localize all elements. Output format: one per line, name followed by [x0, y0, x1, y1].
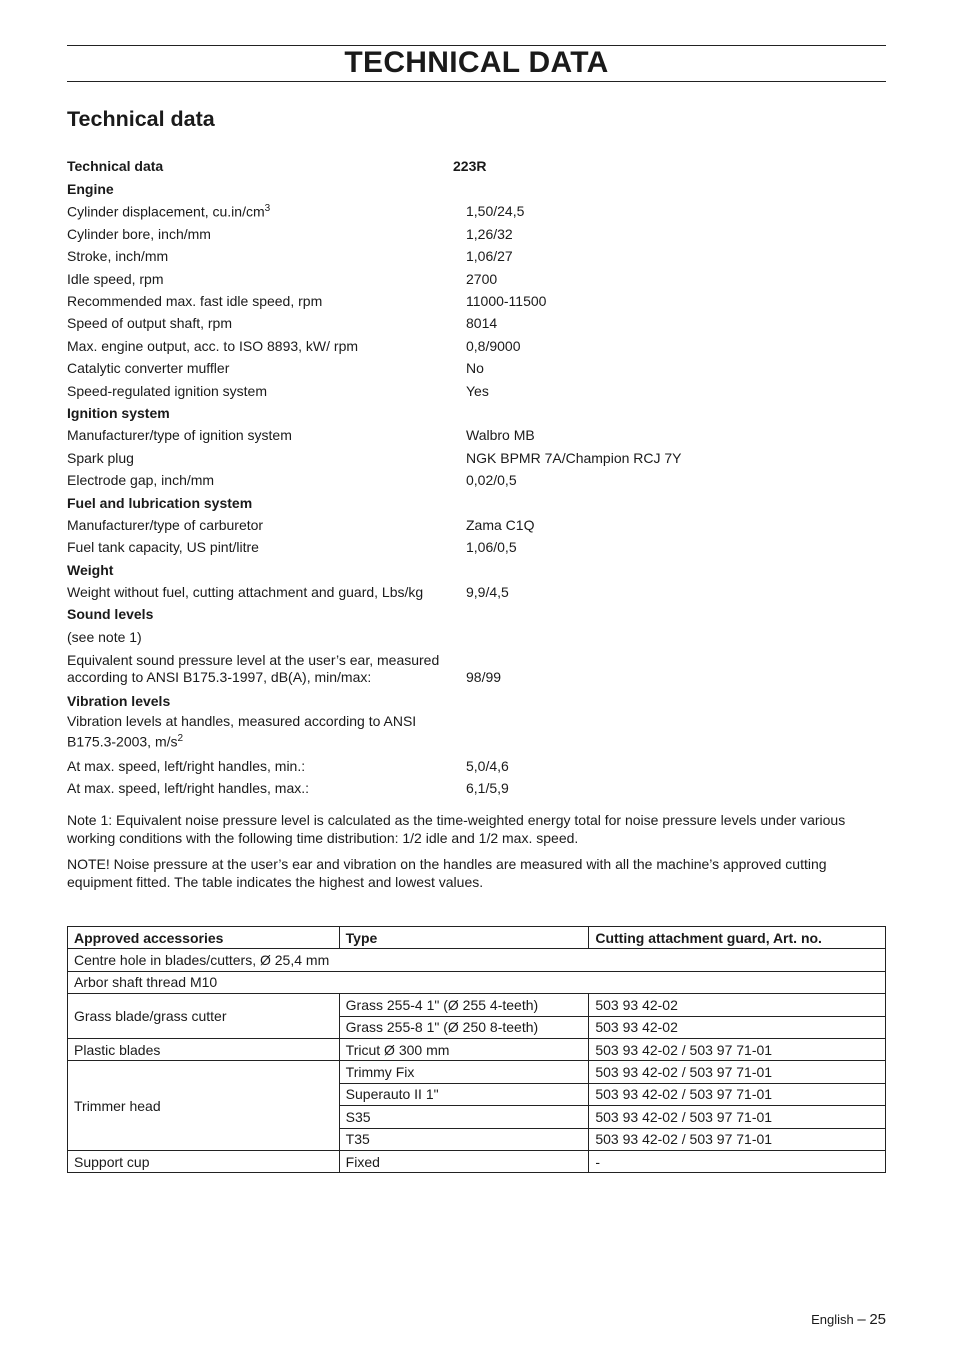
table-cell: Grass 255-4 1" (Ø 255 4-teeth) — [339, 994, 589, 1016]
table-header-row — [68, 927, 886, 949]
spec-head-model: 223R — [453, 158, 487, 175]
spec-value: 1,26/32 — [466, 225, 513, 242]
spec-table — [67, 155, 886, 799]
spec-value: 2700 — [466, 270, 498, 287]
table-row — [68, 949, 886, 971]
table-row — [68, 1150, 886, 1172]
spec-row — [67, 379, 886, 401]
header-rule-bottom — [67, 81, 886, 82]
table-row — [68, 994, 886, 1016]
superscript: 3 — [264, 202, 271, 214]
group-title: Engine — [67, 180, 114, 197]
spec-label: Cylinder bore, inch/mm — [67, 225, 211, 242]
table-cell: 503 93 42-02 — [589, 1016, 886, 1038]
spec-label: Speed-regulated ignition system — [67, 382, 268, 399]
spec-value: Yes — [466, 382, 489, 399]
group-title: Sound levels — [67, 606, 154, 623]
page-banner: TECHNICAL DATA — [344, 46, 609, 79]
spec-value: 98/99 — [466, 668, 502, 685]
table-cell: 503 93 42-02 — [589, 994, 886, 1016]
spec-value: 5,0/4,6 — [466, 757, 509, 774]
page-number: 25 — [869, 1311, 886, 1328]
table-cell: 503 93 42-02 / 503 97 71-01 — [589, 1106, 886, 1128]
table-cell: Trimmy Fix — [339, 1061, 589, 1083]
footer-dash: – — [857, 1311, 866, 1328]
spec-label — [67, 713, 466, 753]
spec-label: Recommended max. fast idle speed, rpm — [67, 293, 323, 309]
header-cell: Approved accessories — [68, 927, 340, 949]
table-row — [68, 971, 886, 993]
spec-label: (see note 1) — [67, 628, 142, 645]
table-row — [68, 1038, 886, 1060]
spec-value: 1,06/0,5 — [466, 539, 517, 556]
spec-row — [67, 200, 886, 223]
table-cell: Trimmer head — [68, 1061, 340, 1151]
spec-row — [67, 581, 886, 603]
table-cell: 503 93 42-02 / 503 97 71-01 — [589, 1061, 886, 1083]
spec-row — [67, 357, 886, 379]
table-cell: Arbor shaft thread M10 — [68, 971, 886, 993]
spec-row — [67, 245, 886, 267]
spec-row — [67, 312, 886, 334]
spec-label: At max. speed, left/right handles, max.: — [67, 780, 310, 797]
table-cell: 503 93 42-02 / 503 97 71-01 — [589, 1128, 886, 1150]
spec-label: Speed of output shaft, rpm — [67, 315, 232, 332]
accessories-table — [67, 926, 886, 1173]
group-title: Ignition system — [67, 404, 170, 421]
table-cell: Tricut Ø 300 mm — [339, 1038, 589, 1060]
table-cell: 503 93 42-02 / 503 97 71-01 — [589, 1038, 886, 1060]
spec-group-weight — [67, 558, 886, 580]
spec-label — [67, 652, 466, 688]
spec-label: Idle speed, rpm — [67, 270, 164, 287]
spec-label: Max. engine output, acc. to ISO 8893, kW/ rpm — [67, 337, 359, 354]
table-cell: Plastic blades — [68, 1038, 340, 1060]
spec-value: Zama C1Q — [466, 516, 535, 533]
spec-head-label: Technical data — [67, 158, 164, 175]
spec-label — [67, 200, 466, 223]
spec-label: Manufacturer/type of carburetor — [67, 516, 264, 533]
spec-row — [67, 446, 886, 468]
spec-label: Spark plug — [67, 449, 134, 466]
notes — [67, 812, 886, 900]
table-cell: S35 — [339, 1106, 589, 1128]
header-cell: Type — [339, 927, 589, 949]
spec-label-line: according to ANSI B175.3-1997, dB(A), min/max: — [67, 668, 372, 685]
note-2: NOTE! Noise pressure at the user’s ear and vibration on the handles are measured with all the machine’s approved cutting equipment fitted. The table indicates the highest and lowest values. — [67, 856, 827, 890]
spec-group-engine — [67, 177, 886, 199]
table-cell: Superauto II 1" — [339, 1083, 589, 1105]
spec-row — [67, 424, 886, 446]
spec-row — [67, 222, 886, 244]
spec-value: 9,9/4,5 — [466, 584, 509, 601]
spec-label-text: B175.3-2003, m/s — [67, 733, 178, 750]
table-cell: Centre hole in blades/cutters, Ø 25,4 mm — [68, 949, 886, 971]
table-cell: Grass blade/grass cutter — [68, 994, 340, 1039]
group-title: Fuel and lubrication system — [67, 494, 253, 511]
table-cell: Support cup — [68, 1150, 340, 1172]
spec-row — [67, 754, 886, 776]
spec-row — [67, 469, 886, 491]
spec-label: Manufacturer/type of ignition system — [67, 427, 292, 444]
spec-label: Catalytic converter muffler — [67, 360, 230, 377]
superscript: 2 — [177, 732, 184, 744]
group-title: Vibration levels — [67, 693, 171, 710]
spec-label: Weight without fuel, cutting attachment and guard, Lbs/kg — [67, 584, 424, 601]
spec-head-row — [67, 155, 886, 177]
section-title: Technical data — [67, 107, 215, 131]
spec-group-fuel — [67, 491, 886, 513]
spec-label: Electrode gap, inch/mm — [67, 472, 215, 489]
table-cell: 503 93 42-02 / 503 97 71-01 — [589, 1083, 886, 1105]
table-cell: Fixed — [339, 1150, 589, 1172]
spec-group-vibration — [67, 690, 886, 712]
spec-value: NGK BPMR 7A/Champion RCJ 7Y — [466, 449, 682, 466]
spec-label: Stroke, inch/mm — [67, 248, 169, 265]
spec-value: 0,8/9000 — [466, 337, 521, 354]
spec-row — [67, 777, 886, 799]
group-title: Weight — [67, 561, 114, 578]
spec-row — [67, 290, 886, 312]
table-cell: Grass 255-8 1" (Ø 250 8-teeth) — [339, 1016, 589, 1038]
page-footer — [811, 1311, 886, 1328]
spec-label: At max. speed, left/right handles, min.: — [67, 757, 306, 774]
spec-row — [67, 267, 886, 289]
spec-row — [67, 536, 886, 558]
spec-value: 8014 — [466, 315, 498, 332]
table-cell: T35 — [339, 1128, 589, 1150]
spec-row — [67, 334, 886, 356]
header-cell: Cutting attachment guard, Art. no. — [589, 927, 886, 949]
spec-label-line: Equivalent sound pressure level at the user’s ear, measured — [67, 651, 440, 668]
table-cell: - — [589, 1150, 886, 1172]
spec-group-ignition — [67, 402, 886, 424]
spec-label: Fuel tank capacity, US pint/litre — [67, 539, 259, 556]
spec-row — [67, 648, 886, 690]
spec-row — [67, 712, 886, 754]
table-row — [68, 1061, 886, 1083]
spec-group-sound — [67, 603, 886, 625]
spec-label-line — [67, 730, 466, 751]
spec-value: 1,06/27 — [466, 248, 513, 265]
spec-row — [67, 625, 886, 647]
spec-value: 6,1/5,9 — [466, 780, 509, 797]
spec-value: 1,50/24,5 — [466, 203, 525, 220]
spec-value: No — [466, 360, 484, 377]
spec-row — [67, 514, 886, 536]
note-1: Note 1: Equivalent noise pressure level is calculated as the time-weighted energy total for noise pressure levels under various working conditions with the following time distribution: 1/2 idle and 1/2 max. speed. — [67, 812, 846, 846]
spec-value: Walbro MB — [466, 427, 535, 444]
footer-language: English — [811, 1312, 854, 1327]
spec-label-line: Vibration levels at handles, measured according to ANSI — [67, 712, 417, 729]
spec-value: 11000-11500 — [466, 293, 547, 309]
spec-label-text: Cylinder displacement, cu.in/cm — [67, 203, 265, 220]
spec-value: 0,02/0,5 — [466, 472, 517, 489]
